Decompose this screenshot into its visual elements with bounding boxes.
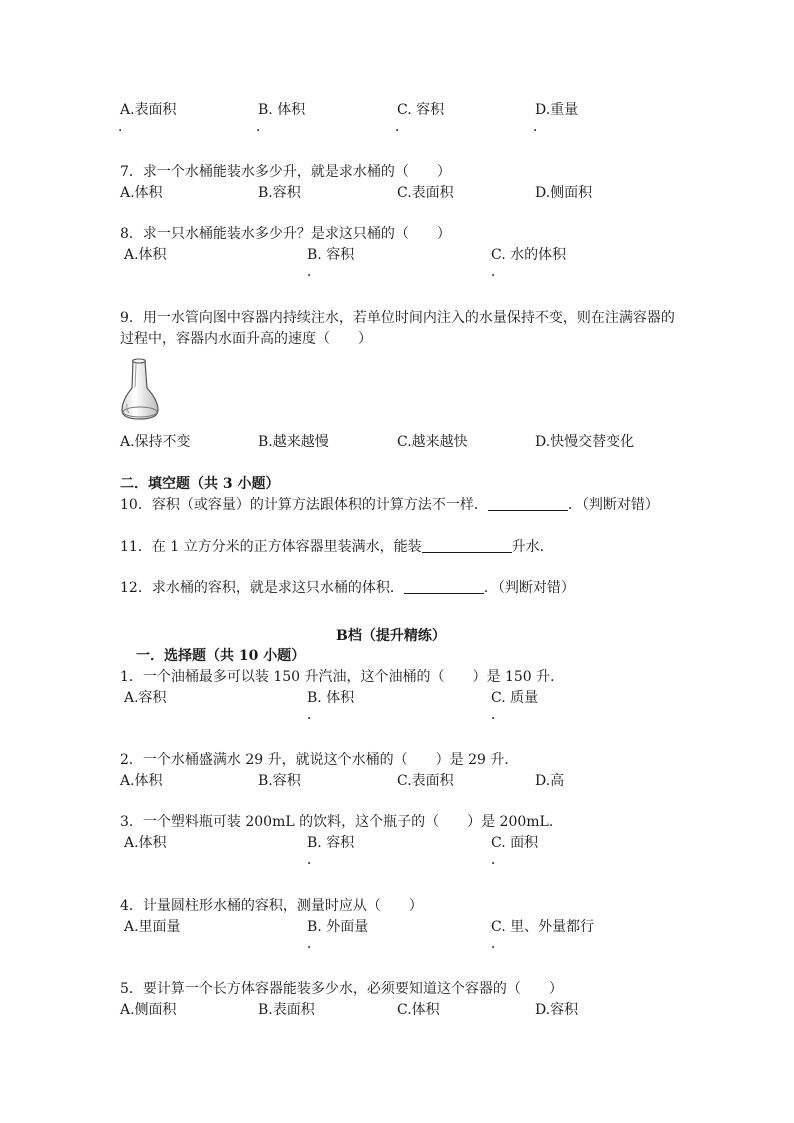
b-q1-question: 1．一个油桶最多可以装 150 升汽油，这个油桶的（ ）是 150 升． xyxy=(120,669,565,685)
q12-text-before: 12．求水桶的容积，就是求这只水桶的体积． xyxy=(120,580,404,596)
part-b-title: B档（提升精练） xyxy=(336,628,446,644)
q10-text-before: 10．容积（或容量）的计算方法跟体积的计算方法不一样． xyxy=(120,497,488,513)
q7-option-a: A.体积 xyxy=(120,185,163,201)
q8-dot-b: ． xyxy=(307,264,321,280)
b-q1-option-a: A.容积 xyxy=(124,690,167,706)
q11-text-before: 11．在 1 立方分米的正方体容器里装满水，能装 xyxy=(120,539,422,555)
b-q3-option-c: C. 面积 xyxy=(491,835,539,851)
q6-dot-a: ． xyxy=(118,119,132,135)
b-q2-option-a: A.体积 xyxy=(120,773,163,789)
part-b-section1-heading: 一．选择题（共 10 小题） xyxy=(136,648,306,664)
b-q2-question: 2．一个水桶盛满水 29 升，就说这个水桶的（ ）是 29 升． xyxy=(120,752,519,768)
q9-question-line2: 过程中，容器内水面升高的速度（ ） xyxy=(120,331,372,347)
b-q1-option-b: B. 体积 xyxy=(307,690,355,706)
q7-option-d: D.侧面积 xyxy=(535,185,593,201)
q6-dot-b: ． xyxy=(256,119,270,135)
q6-option-a: A.表面积 xyxy=(120,102,177,118)
q8-dot-c: ． xyxy=(491,264,505,280)
q7-option-b: B.容积 xyxy=(258,185,301,201)
q9-option-b: B.越来越慢 xyxy=(258,434,329,450)
b-q3-option-a: A.体积 xyxy=(124,835,167,851)
b-q2-option-b: B.容积 xyxy=(258,773,301,789)
b-q5-option-d: D.容积 xyxy=(535,1002,579,1018)
b-q1-option-c: C. 质量 xyxy=(491,690,539,706)
q8-option-c: C. 水的体积 xyxy=(491,247,567,263)
b-q2-option-d: D.高 xyxy=(535,773,565,789)
b-q4-option-a: A.里面量 xyxy=(124,919,181,935)
q12-question xyxy=(120,577,575,597)
b-q4-dot-b: ． xyxy=(307,936,321,952)
q9-option-a: A.保持不变 xyxy=(120,434,191,450)
q6-option-d: D.重量 xyxy=(535,102,579,118)
q7-option-c: C.表面积 xyxy=(397,185,454,201)
b-q2-option-c: C.表面积 xyxy=(397,773,454,789)
b-q5-option-b: B.表面积 xyxy=(258,1002,315,1018)
q6-dot-d: ． xyxy=(533,119,547,135)
b-q4-option-b: B. 外面量 xyxy=(307,919,369,935)
b-q5-option-a: A.侧面积 xyxy=(120,1002,177,1018)
q11-text-after: 升水． xyxy=(511,539,554,555)
flask-container-illustration xyxy=(118,356,164,426)
q10-answer-blank[interactable] xyxy=(488,496,568,511)
b-q4-option-c: C. 里、外量都行 xyxy=(491,919,595,935)
q9-question-line1: 9．用一水管向图中容器内持续注水，若单位时间内注入的水量保持不变，则在注满容器的 xyxy=(120,310,675,326)
q11-question xyxy=(120,536,554,556)
q6-option-b: B. 体积 xyxy=(258,102,306,118)
q8-option-a: A.体积 xyxy=(124,247,167,263)
b-q5-option-c: C.体积 xyxy=(397,1002,440,1018)
section2-heading: 二．填空题（共 3 小题） xyxy=(120,476,280,492)
b-q4-question: 4．计量圆柱形水桶的容积，测量时应从（ ） xyxy=(120,898,423,914)
b-q3-dot-b: ． xyxy=(307,852,321,868)
q8-option-b: B. 容积 xyxy=(307,247,355,263)
q10-text-after: ．（判断对错） xyxy=(567,497,659,513)
q7-question: 7．求一个水桶能装水多少升，就是求水桶的（ ） xyxy=(120,164,451,180)
b-q1-dot-c: ． xyxy=(491,707,505,723)
q10-question xyxy=(120,494,659,514)
b-q4-dot-c: ． xyxy=(491,936,505,952)
b-q5-question: 5．要计算一个长方体容器能装多少水，必须要知道这个容器的（ ） xyxy=(120,981,563,997)
q11-answer-blank[interactable] xyxy=(422,538,512,553)
b-q3-option-b: B. 容积 xyxy=(307,835,355,851)
b-q1-dot-b: ． xyxy=(307,707,321,723)
q9-option-d: D.快慢交替变化 xyxy=(535,434,635,450)
q6-dot-c: ． xyxy=(395,119,409,135)
q12-answer-blank[interactable] xyxy=(404,579,484,594)
q9-option-c: C.越来越快 xyxy=(397,434,468,450)
b-q3-dot-c: ． xyxy=(491,852,505,868)
q6-option-c: C. 容积 xyxy=(397,102,445,118)
b-q3-question: 3．一个塑料瓶可装 200mL 的饮料，这个瓶子的（ ）是 200mL． xyxy=(120,814,563,830)
q8-question: 8．求一只水桶能装水多少升？是求这只桶的（ ） xyxy=(120,226,451,242)
q12-text-after: ．（判断对错） xyxy=(483,580,575,596)
